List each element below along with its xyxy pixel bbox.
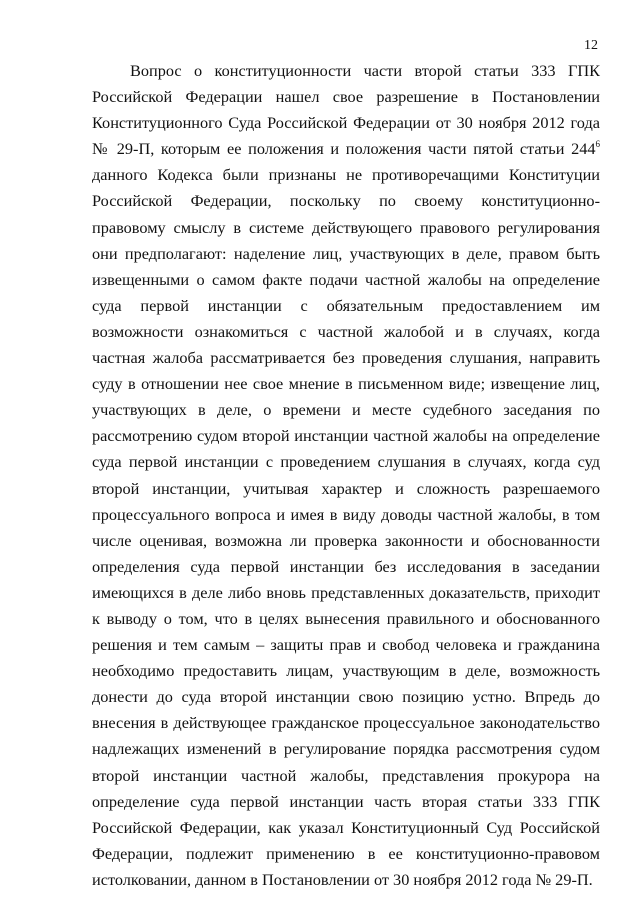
paragraph-text-part2: данного Кодекса были признаны не противоречащими Конституции Российской Федерации, поскольку по своему конституционно-правовому смыслу в системе действующего правового регулирования они предполагают: наделение лиц, участвующих в деле, правом быть извещенными о самом факте подачи частной жалобы на определение суда первой инстанции с обязательным предоставлением им возможности ознакомиться с частной жалобой и в случаях, когда частная жалоба рассматривается без проведения слушания, направить суду в отношении нее свое мнение в письменном виде; извещение лиц, участвующих в деле, о времени и месте судебного заседания по рассмотрению судом второй инстанции частной жалобы на определение суда первой инстанции с проведением слушания в случаях, когда суд второй инстанции, учитывая характер и сложность разрешаемого процессуального вопроса и имея в виду доводы частной жалобы, в том числе оценивая, возможна ли проверка законности и обоснованности определения суда первой инстанции без исследования в заседании имеющихся в деле либо вновь представленных доказательств, приходит к выводу о том, что в целях вынесения правильного и обоснованного решения и тем самым – защиты прав и свобод человека и гражданина необходимо предоставить лицам, участвующим в деле, возможность донести до суда второй инстанции свою позицию устно. Впредь до внесения в действующее гражданское процессуальное законодательство надлежащих изменений в регулирование порядка рассмотрения судом второй инстанции частной жалобы, представления прокурора на определение суда первой инстанции часть вторая статьи 333 ГПК Российской Федерации, как указал Конституционный Суд Российской Федерации, подлежит применению в ее конституционно-правовом истолковании, данном в Постановлении от 30 ноября 2012 года № 29-П. — [92, 165, 600, 889]
paragraph — [92, 58, 600, 893]
paragraph-text-part1: Вопрос о конституционности части второй статьи 333 ГПК Российской Федерации нашел свое разрешение в Постановлении Конституционного Суда Российской Федерации от 30 ноября 2012 года № 29-П, которым ее положения и положения части пятой статьи 244 — [92, 61, 600, 159]
document-body — [92, 58, 600, 893]
article-superscript: 6 — [595, 138, 600, 149]
page-number: 12 — [584, 38, 598, 53]
